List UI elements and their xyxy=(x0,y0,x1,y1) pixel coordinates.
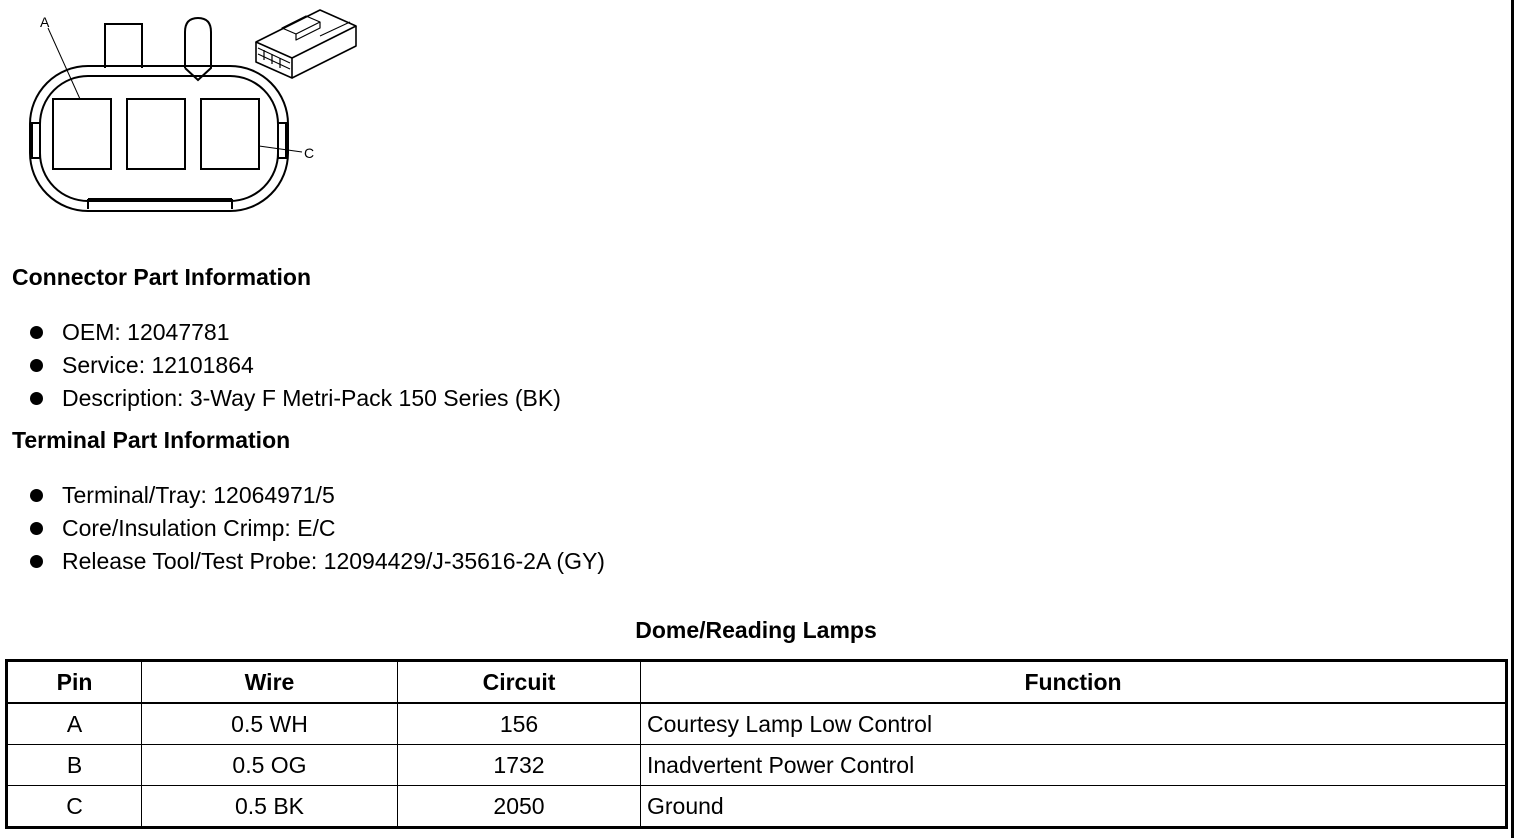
bullet-icon xyxy=(30,489,43,502)
list-item xyxy=(30,382,561,415)
cell-circuit: 156 xyxy=(398,703,641,745)
cavity-b xyxy=(127,99,185,169)
list-item xyxy=(30,479,605,512)
header-circuit: Circuit xyxy=(398,661,641,704)
terminal-tray: Terminal/Tray: 12064971/5 xyxy=(62,482,335,508)
callout-c-label: C xyxy=(304,145,315,161)
bullet-icon xyxy=(30,555,43,568)
page-right-border xyxy=(1511,0,1514,838)
locking-tab-left xyxy=(105,24,142,68)
cell-pin: B xyxy=(7,745,142,786)
cavity-a xyxy=(53,99,111,169)
cell-wire: 0.5 WH xyxy=(142,703,398,745)
connector-housing-inner xyxy=(40,76,278,201)
table-header-row xyxy=(7,661,1507,704)
list-item xyxy=(30,316,561,349)
pin-table xyxy=(5,659,1508,829)
connector-service: Service: 12101864 xyxy=(62,352,254,378)
connector-oem: OEM: 12047781 xyxy=(62,319,230,345)
connector-part-heading: Connector Part Information xyxy=(12,264,312,290)
table-row xyxy=(7,745,1507,786)
connector-face-diagram xyxy=(20,6,370,216)
list-item xyxy=(30,545,605,578)
cell-circuit: 1732 xyxy=(398,745,641,786)
table-title: Dome/Reading Lamps xyxy=(635,617,877,643)
cell-circuit: 2050 xyxy=(398,786,641,828)
cell-wire: 0.5 OG xyxy=(142,745,398,786)
terminal-release-tool: Release Tool/Test Probe: 12094429/J-35616-2A (GY) xyxy=(62,548,605,574)
connector-housing-outer xyxy=(30,66,288,211)
terminal-part-list xyxy=(30,479,605,578)
cell-function: Ground xyxy=(641,786,1507,828)
header-wire: Wire xyxy=(142,661,398,704)
connector-part-list xyxy=(30,316,561,415)
bullet-icon xyxy=(30,326,43,339)
cell-pin: A xyxy=(7,703,142,745)
table-row xyxy=(7,786,1507,828)
bullet-icon xyxy=(30,392,43,405)
header-function: Function xyxy=(641,661,1507,704)
callout-a-label: A xyxy=(40,14,50,30)
list-item xyxy=(30,349,561,382)
connector-isometric-thumbnail xyxy=(256,10,356,78)
callout-c-leader xyxy=(259,146,302,152)
locking-tab-right xyxy=(185,18,211,80)
cell-function: Inadvertent Power Control xyxy=(641,745,1507,786)
bullet-icon xyxy=(30,359,43,372)
terminal-crimp: Core/Insulation Crimp: E/C xyxy=(62,515,336,541)
terminal-part-heading: Terminal Part Information xyxy=(12,427,291,453)
connector-description: Description: 3-Way F Metri-Pack 150 Series (BK) xyxy=(62,385,561,411)
table-row xyxy=(7,703,1507,745)
cell-pin: C xyxy=(7,786,142,828)
cell-wire: 0.5 BK xyxy=(142,786,398,828)
bullet-icon xyxy=(30,522,43,535)
header-pin: Pin xyxy=(7,661,142,704)
cell-function: Courtesy Lamp Low Control xyxy=(641,703,1507,745)
list-item xyxy=(30,512,605,545)
cavity-c xyxy=(201,99,259,169)
callout-a-leader xyxy=(48,28,80,99)
